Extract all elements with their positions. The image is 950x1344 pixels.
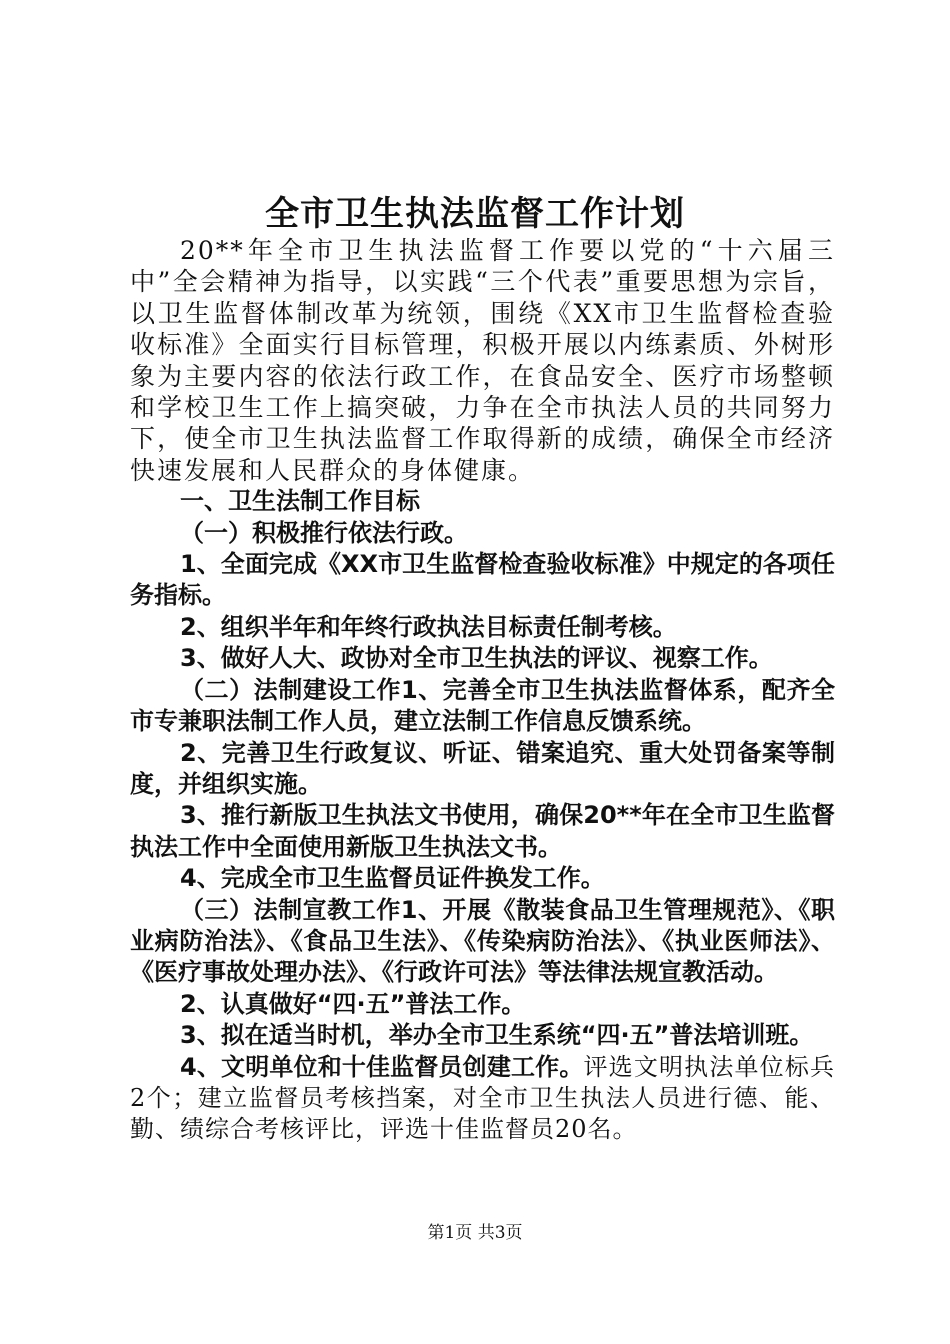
list-item: 3、做好人大、政协对全市卫生执法的评议、视察工作。	[180, 644, 773, 673]
list-item	[130, 1052, 835, 1146]
section-heading: 一、卫生法制工作目标	[180, 487, 420, 516]
list-item: 2、认真做好“四·五”普法工作。	[180, 989, 526, 1018]
subsection-heading: （一）积极推行依法行政。	[180, 518, 468, 547]
list-item: （二）法制建设工作1、完善全市卫生执法监督体系，配齐全市专兼职法制工作人员，建立法制工作信息反馈系统。	[130, 675, 835, 736]
list-item: （三）法制宣教工作1、开展《散装食品卫生管理规范》、《职业病防治法》、《食品卫生法》、《传染病防治法》、《执业医师法》、《医疗事故处理办法》、《行政许可法》等法律法规宣教活动。	[130, 895, 835, 987]
document-title: 全市卫生执法监督工作计划	[265, 194, 685, 234]
list-item: 1、全面完成《XX市卫生监督检查验收标准》中规定的各项任务指标。	[130, 550, 835, 610]
list-item: 2、组织半年和年终行政执法目标责任制考核。	[180, 612, 677, 641]
list-item: 3、拟在适当时机，举办全市卫生系统“四·五”普法培训班。	[180, 1021, 814, 1050]
list-item: 4、完成全市卫生监督员证件换发工作。	[180, 864, 605, 893]
list-item: 2、完善卫生行政复议、听证、错案追究、重大处罚备案等制度，并组织实施。	[130, 738, 835, 798]
list-item: 3、推行新版卫生执法文书使用，确保20**年在全市卫生监督执法工作中全面使用新版卫生执法文书。	[130, 801, 835, 861]
list-item-lead: 4、文明单位和十佳监督员创建工作。	[180, 1052, 584, 1081]
document-body	[130, 235, 835, 1146]
list-item-detail: 评选文明执法单位标兵2个；建立监督员考核挡案，对全市卫生执法人员进行德、能、勤、绩综合考核评比，评选十佳监督员20名。	[130, 1052, 836, 1144]
page-footer: 第1页 共3页	[427, 1223, 523, 1243]
intro-paragraph: 20**年全市卫生执法监督工作要以党的“十六届三中”全会精神为指导，以实践“三个代表”重要思想为宗旨，以卫生监督体制改革为统领，围绕《XX市卫生监督检查验收标准》全面实行目标管理，积极开展以内练素质、外树形象为主要内容的依法行政工作，在食品安全、医疗市场整顿和学校卫生工作上搞突破，力争在全市执法人员的共同努力下，使全市卫生执法监督工作取得新的成绩，确保全市经济快速发展和人民群众的身体健康。	[130, 236, 835, 485]
